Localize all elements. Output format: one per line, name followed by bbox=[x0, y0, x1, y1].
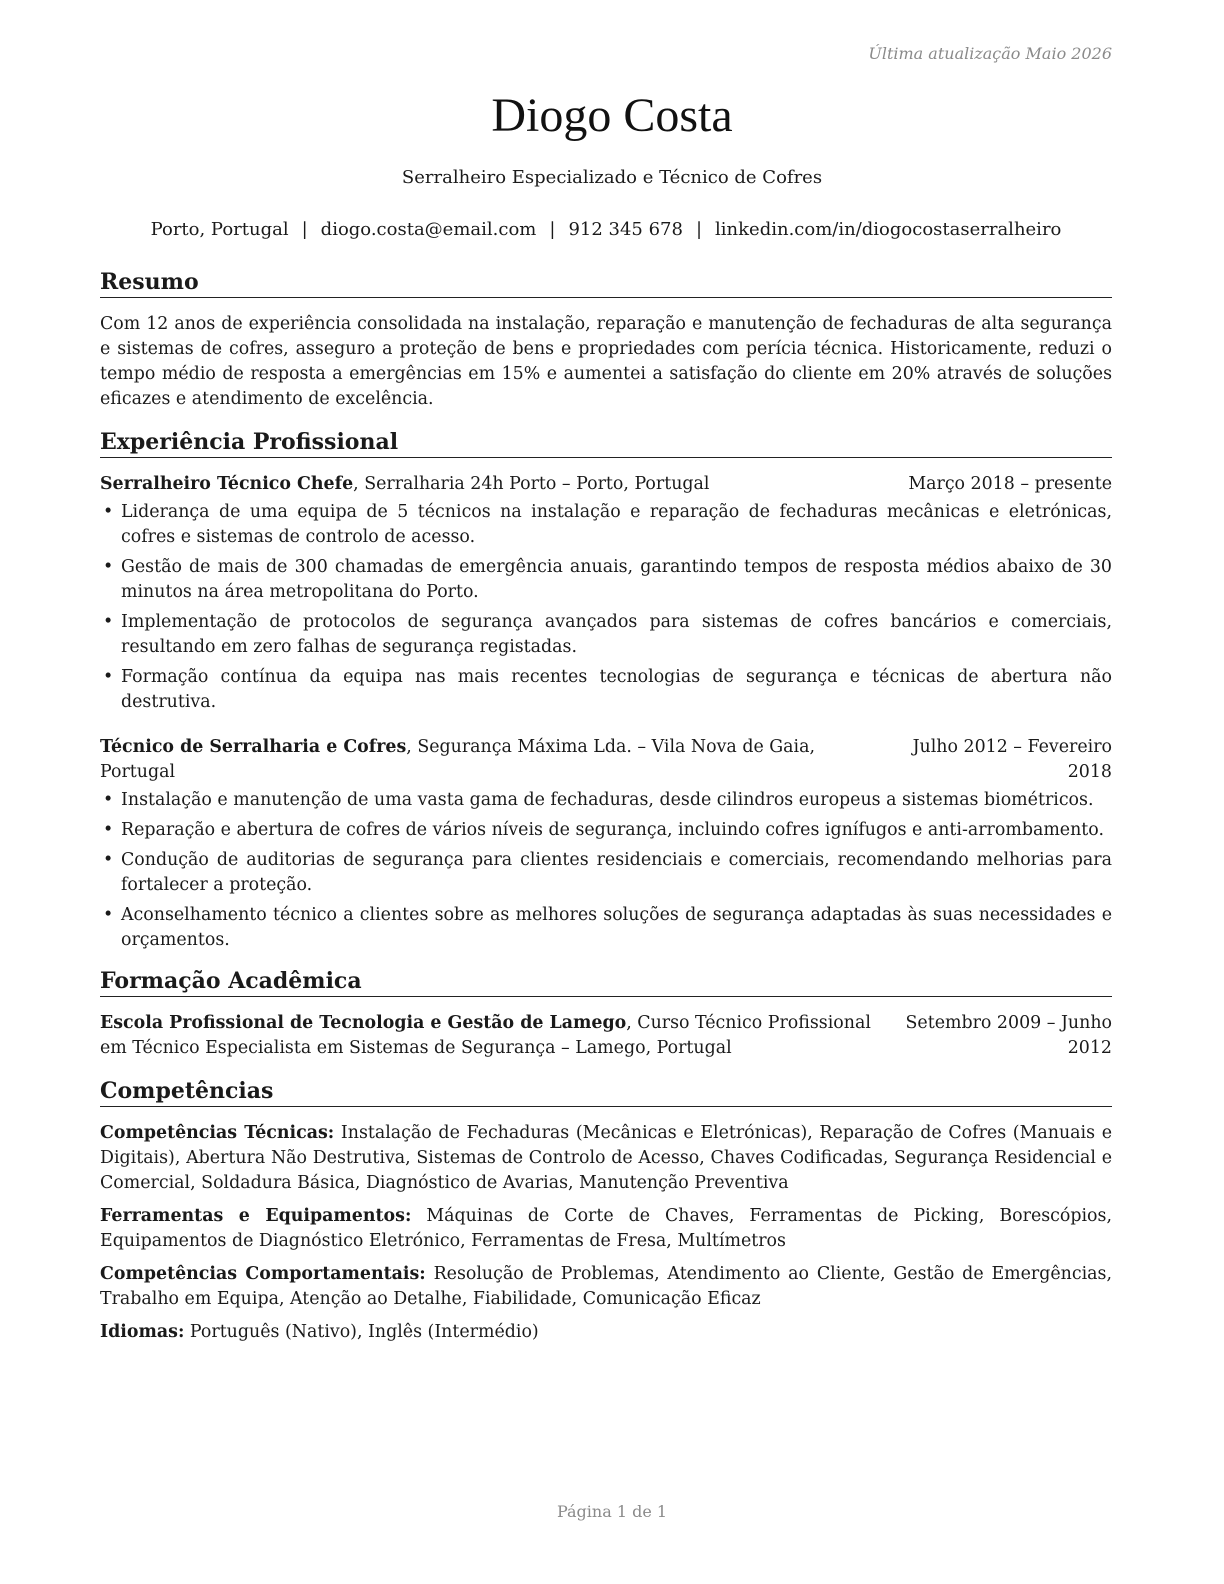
job-role: Serralheiro Técnico Chefe bbox=[100, 474, 354, 494]
skill-group bbox=[100, 1320, 1112, 1345]
contact-linkedin-link[interactable]: linkedin.com/in/diogocostaserralheiro bbox=[715, 219, 1062, 240]
education-course: , Curso Técnico Profissional em Técnico Especialista em Sistemas de Segurança – Lamego, Portugal bbox=[100, 1013, 871, 1058]
section-title-experience: Experiência Profissional bbox=[100, 428, 1112, 458]
job-dates: Julho 2012 – Fevereiro 2018 bbox=[912, 737, 1112, 782]
contact-separator: | bbox=[549, 219, 556, 240]
last-updated: Última atualização Maio 2026 bbox=[868, 44, 1112, 63]
education-school: Escola Profissional de Tecnologia e Gestão de Lamego bbox=[100, 1013, 627, 1033]
skill-label: Ferramentas e Equipamentos: bbox=[100, 1206, 412, 1226]
contact-location: Porto, Portugal bbox=[150, 219, 289, 240]
skill-label: Idiomas: bbox=[100, 1322, 185, 1342]
job-company: , Segurança Máxima Lda. – Vila Nova de Gaia, Portugal bbox=[100, 737, 815, 782]
skill-label: Competências Técnicas: bbox=[100, 1123, 335, 1143]
candidate-name: Diogo Costa bbox=[491, 89, 733, 142]
list-item: • Formação contínua da equipa nas mais recentes tecnologias de segurança e técnicas de abertura não destrutiva. bbox=[100, 665, 1112, 715]
contact-line bbox=[100, 219, 1112, 240]
contact-email-link[interactable]: diogo.costa@email.com bbox=[320, 219, 537, 240]
skill-label: Competências Comportamentais: bbox=[100, 1264, 426, 1284]
list-item: • Instalação e manutenção de uma vasta gama de fechaduras, desde cilindros europeus a sistemas biométricos. bbox=[100, 788, 1112, 813]
education-school-course bbox=[100, 1011, 892, 1061]
page-number: Página 1 de 1 bbox=[556, 1502, 668, 1521]
resume-body bbox=[100, 268, 1112, 1353]
summary-text: Com 12 anos de experiência consolidada na instalação, reparação e manutenção de fechaduras de alta segurança e sistemas de cofres, asseguro a proteção de bens e propriedades com perícia técnica. Historicamente, reduzi o tempo médio de resposta a emergências em 15% e aumentei a satisfação do cliente em 20% através de soluções eficazes e atendimento de excelência. bbox=[100, 314, 1112, 409]
job-role-company bbox=[100, 472, 908, 497]
job-bullets bbox=[100, 500, 1112, 715]
job-entry bbox=[100, 735, 1112, 953]
job-dates: Março 2018 – presente bbox=[908, 474, 1112, 494]
education-dates: Setembro 2009 – Junho 2012 bbox=[905, 1013, 1112, 1058]
contact-separator: | bbox=[301, 219, 308, 240]
list-item: • Liderança de uma equipa de 5 técnicos na instalação e reparação de fechaduras mecânicas e eletrónicas, cofres e sistemas de controlo de acesso. bbox=[100, 500, 1112, 550]
skill-group bbox=[100, 1121, 1112, 1196]
section-title-skills: Competências bbox=[100, 1077, 1112, 1107]
skill-text: Máquinas de Corte de Chaves, Ferramentas de Picking, Borescópios, Equipamentos de Diagnóstico Eletrónico, Ferramentas de Fresa, Multímetros bbox=[100, 1206, 1112, 1251]
job-company: , Serralharia 24h Porto – Porto, Portugal bbox=[353, 474, 710, 494]
job-role-company bbox=[100, 735, 872, 785]
section-title-education: Formação Acadêmica bbox=[100, 967, 1112, 997]
job-role: Técnico de Serralharia e Cofres bbox=[100, 737, 407, 757]
skill-text: Resolução de Problemas, Atendimento ao Cliente, Gestão de Emergências, Trabalho em Equipa, Atenção ao Detalhe, Fiabilidade, Comunicação Eficaz bbox=[100, 1264, 1112, 1309]
list-item: • Reparação e abertura de cofres de vários níveis de segurança, incluindo cofres ignífugos e anti-arrombamento. bbox=[100, 818, 1112, 843]
education-entry bbox=[100, 1011, 1112, 1061]
job-header bbox=[100, 472, 1112, 497]
job-header bbox=[100, 735, 1112, 785]
job-title: Serralheiro Especializado e Técnico de Cofres bbox=[401, 167, 823, 188]
skill-group bbox=[100, 1204, 1112, 1254]
section-title-summary: Resumo bbox=[100, 268, 1112, 298]
list-item: • Condução de auditorias de segurança para clientes residenciais e comerciais, recomendando melhorias para fortalecer a proteção. bbox=[100, 848, 1112, 898]
skill-text: Português (Nativo), Inglês (Intermédio) bbox=[184, 1322, 539, 1342]
job-entry bbox=[100, 472, 1112, 715]
contact-separator: | bbox=[695, 219, 703, 240]
list-item: • Implementação de protocolos de segurança avançados para sistemas de cofres bancários e comerciais, resultando em zero falhas de segurança registadas. bbox=[100, 610, 1112, 660]
contact-phone[interactable]: 912 345 678 bbox=[568, 219, 683, 240]
list-item: • Gestão de mais de 300 chamadas de emergência anuais, garantindo tempos de resposta médios abaixo de 30 minutos na área metropolitana do Porto. bbox=[100, 555, 1112, 605]
job-bullets bbox=[100, 788, 1112, 953]
skill-group bbox=[100, 1262, 1112, 1312]
skill-text: Instalação de Fechaduras (Mecânicas e Eletrónicas), Reparação de Cofres (Manuais e Digitais), Abertura Não Destrutiva, Sistemas de Controlo de Acesso, Chaves Codificadas, Segurança Residencial e Comercial, Soldadura Básica, Diagnóstico de Avarias, Manutenção Preventiva bbox=[100, 1123, 1112, 1193]
list-item: • Aconselhamento técnico a clientes sobre as melhores soluções de segurança adaptadas às suas necessidades e orçamentos. bbox=[100, 903, 1112, 953]
